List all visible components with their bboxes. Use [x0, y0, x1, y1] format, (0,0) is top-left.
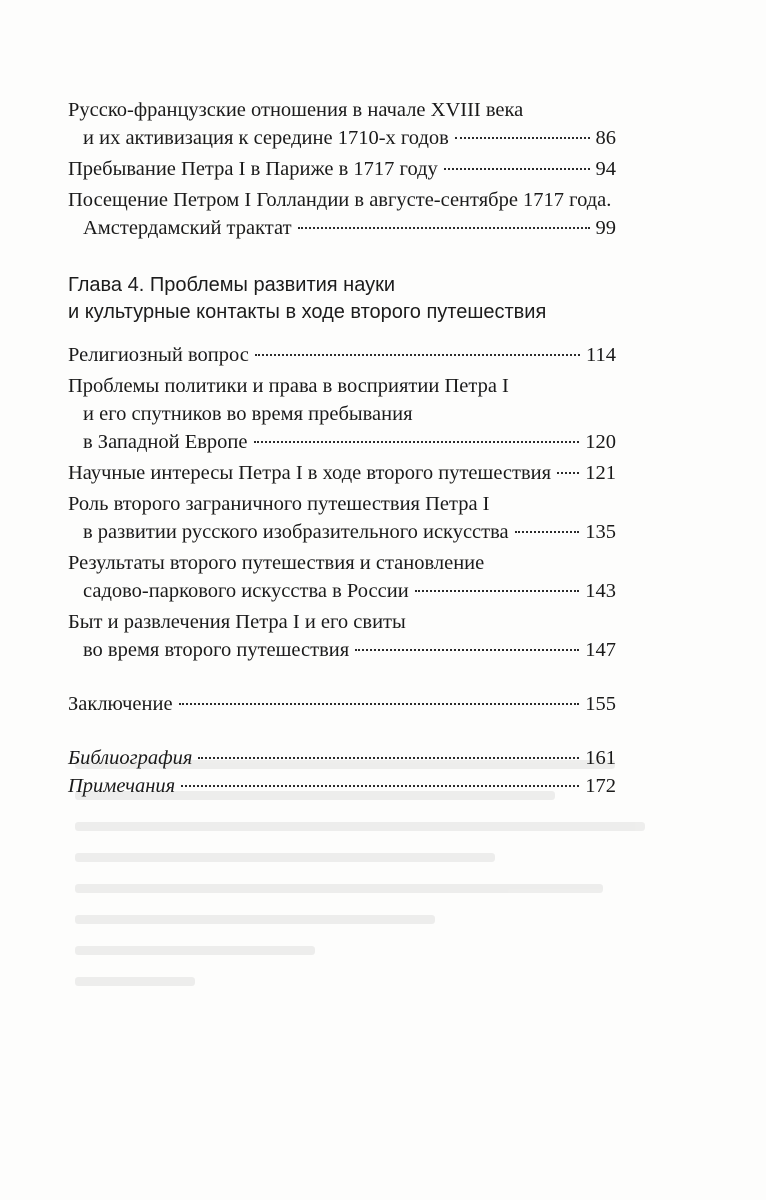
dot-leader [515, 531, 580, 533]
dot-leader [557, 472, 579, 474]
toc-entry-title: и его спутников во время пребывания [83, 403, 413, 425]
toc-entry-line [68, 459, 616, 487]
toc-entry-title: во время второго путешествия [83, 639, 350, 661]
toc-page-number: 143 [585, 580, 616, 602]
toc-entry-title: Русско-французские отношения в начале XVIII века [68, 99, 524, 121]
toc-entry-line [68, 96, 616, 124]
toc-entry[interactable] [68, 490, 616, 546]
toc-entry[interactable] [68, 459, 616, 487]
toc-entry-title: Амстердамский трактат [83, 217, 292, 239]
toc-page-number: 161 [585, 747, 616, 769]
toc-entry-line [68, 549, 616, 577]
toc-entry-conclusion[interactable] [68, 690, 616, 718]
toc-page-number: 99 [595, 217, 616, 239]
toc-entry-line [68, 608, 616, 636]
toc-entry[interactable] [68, 608, 616, 664]
dot-leader [254, 441, 580, 443]
toc-page-number: 155 [585, 693, 616, 715]
toc-entry-line [68, 186, 616, 214]
dot-leader [198, 757, 579, 759]
toc-entry[interactable] [68, 549, 616, 605]
toc-entry-title: Результаты второго путешествия и становление [68, 552, 485, 574]
toc-entry[interactable] [68, 155, 616, 183]
toc-page-number: 120 [585, 431, 616, 453]
toc-entry-title: в Западной Европе [83, 431, 248, 453]
toc-entry-title: Религиозный вопрос [68, 344, 249, 366]
toc-entry-title: Заключение [68, 693, 173, 715]
toc-entry-line [68, 428, 616, 456]
dot-leader [298, 227, 590, 229]
dot-leader [455, 137, 590, 139]
dot-leader [355, 649, 579, 651]
toc-page-number: 147 [585, 639, 616, 661]
dot-leader [255, 354, 580, 356]
toc-entry[interactable] [68, 341, 616, 369]
toc-entry-line [68, 400, 616, 428]
toc-entry-line [68, 124, 616, 152]
dot-leader [415, 590, 580, 592]
toc-entry[interactable] [68, 372, 616, 456]
toc-entry-title: Примечания [68, 775, 176, 797]
toc-page-number: 86 [595, 127, 616, 149]
toc-entry-title: в развитии русского изобразительного искусства [83, 521, 509, 543]
toc-entry-title: Быт и развлечения Петра I и его свиты [68, 611, 406, 633]
chapter-heading-line: и культурные контакты в ходе второго путешествия [68, 301, 547, 323]
table-of-contents [68, 96, 616, 800]
toc-entry-line [68, 577, 616, 605]
toc-entry[interactable] [68, 186, 616, 242]
toc-entry-title: Научные интересы Петра I в ходе второго путешествия [68, 462, 552, 484]
toc-entry[interactable] [68, 96, 616, 152]
toc-page-number: 94 [595, 158, 616, 180]
chapter-heading [68, 272, 616, 326]
toc-entry-line [68, 341, 616, 369]
toc-entry-title: Библиография [68, 747, 193, 769]
toc-entry-title: и их активизация к середине 1710-х годов [83, 127, 449, 149]
toc-entry-line [68, 636, 616, 664]
toc-page-number: 135 [585, 521, 616, 543]
show-through-texture [75, 760, 675, 1060]
toc-entry-title: садово-паркового искусства в России [83, 580, 409, 602]
toc-entry-line [68, 490, 616, 518]
chapter-heading-line: Глава 4. Проблемы развития науки [68, 274, 396, 296]
toc-entry-line [68, 372, 616, 400]
toc-entry-title: Посещение Петром I Голландии в августе-сентябре 1717 года. [68, 189, 612, 211]
toc-entry-line [68, 155, 616, 183]
toc-entry-title: Пребывание Петра I в Париже в 1717 году [68, 158, 438, 180]
dot-leader [444, 168, 590, 170]
toc-page-number: 172 [585, 775, 616, 797]
toc-entry-line [68, 214, 616, 242]
dot-leader [179, 703, 580, 705]
toc-entry-line [68, 518, 616, 546]
toc-entry-title: Роль второго заграничного путешествия Петра I [68, 493, 490, 515]
toc-page-number: 121 [585, 462, 616, 484]
toc-entry-line [68, 690, 616, 718]
toc-page-number: 114 [586, 344, 616, 366]
toc-entry-title: Проблемы политики и права в восприятии Петра I [68, 375, 509, 397]
